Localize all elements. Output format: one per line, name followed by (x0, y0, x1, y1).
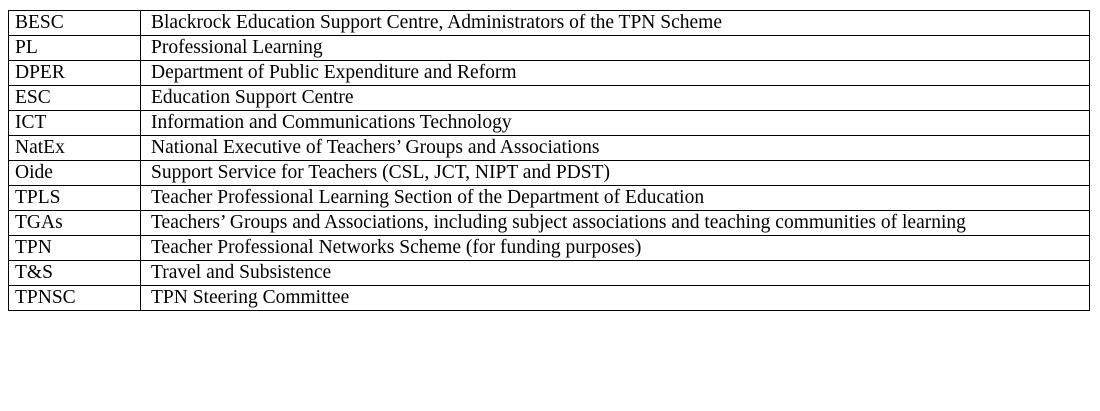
table-row (9, 36, 1090, 61)
table-row (9, 11, 1090, 36)
definition-cell: TPN Steering Committee (141, 286, 1090, 311)
table-row (9, 111, 1090, 136)
definition-cell: Department of Public Expenditure and Reform (141, 61, 1090, 86)
abbreviation-cell: ESC (9, 86, 141, 111)
table-row (9, 236, 1090, 261)
abbreviation-cell: TPLS (9, 186, 141, 211)
abbreviation-cell: NatEx (9, 136, 141, 161)
table-row (9, 86, 1090, 111)
table-row (9, 161, 1090, 186)
definition-cell: Travel and Subsistence (141, 261, 1090, 286)
definition-cell: National Executive of Teachers’ Groups and Associations (141, 136, 1090, 161)
table-row (9, 61, 1090, 86)
table-row (9, 186, 1090, 211)
abbreviation-cell: BESC (9, 11, 141, 36)
abbreviation-cell: TGAs (9, 211, 141, 236)
definition-cell: Education Support Centre (141, 86, 1090, 111)
definition-cell: Teachers’ Groups and Associations, including subject associations and teaching communities of learning (141, 211, 1090, 236)
abbreviation-cell: TPN (9, 236, 141, 261)
definition-cell: Teacher Professional Learning Section of the Department of Education (141, 186, 1090, 211)
definition-cell: Professional Learning (141, 36, 1090, 61)
abbreviation-cell: DPER (9, 61, 141, 86)
definition-cell: Teacher Professional Networks Scheme (for funding purposes) (141, 236, 1090, 261)
abbreviation-cell: Oide (9, 161, 141, 186)
abbreviation-cell: ICT (9, 111, 141, 136)
abbreviation-cell: TPNSC (9, 286, 141, 311)
abbreviation-cell: T&S (9, 261, 141, 286)
abbreviation-cell: PL (9, 36, 141, 61)
definition-cell: Blackrock Education Support Centre, Administrators of the TPN Scheme (141, 11, 1090, 36)
definition-cell: Information and Communications Technology (141, 111, 1090, 136)
table-row (9, 261, 1090, 286)
abbreviations-table (8, 10, 1090, 311)
table-row (9, 136, 1090, 161)
table-row (9, 286, 1090, 311)
table-row (9, 211, 1090, 236)
definition-cell: Support Service for Teachers (CSL, JCT, NIPT and PDST) (141, 161, 1090, 186)
